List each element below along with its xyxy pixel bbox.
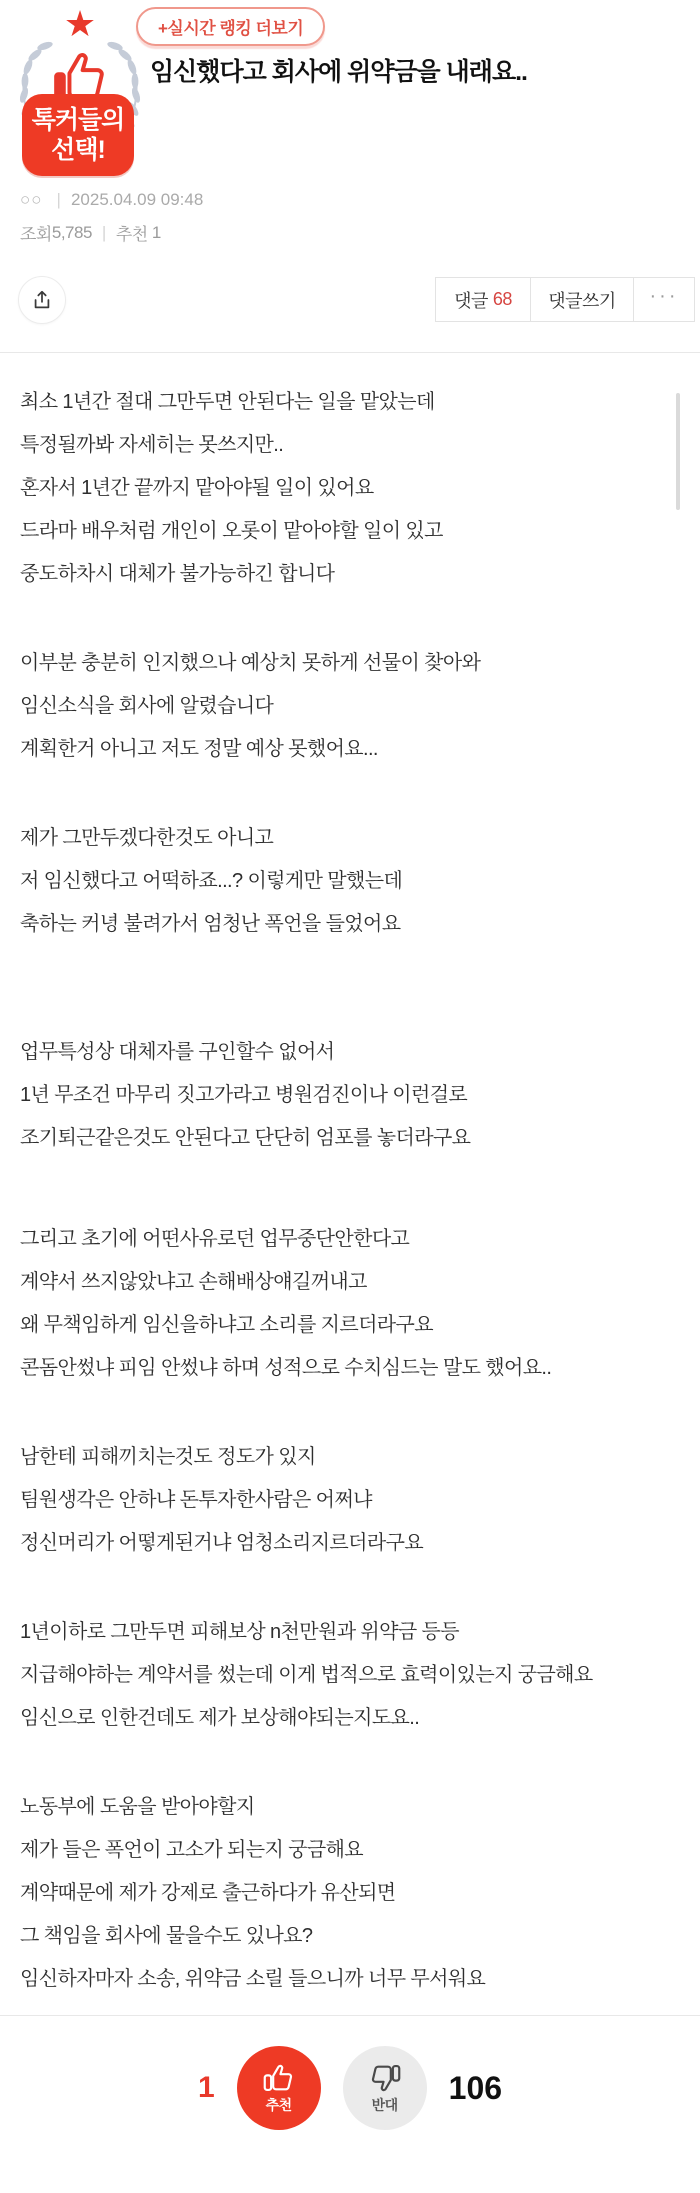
body-line: 임신소식을 회사에 알렸습니다 [20,695,274,717]
body-paragraph [20,1611,650,1740]
body-line: 혼자서 1년간 끝까지 맡아야될 일이 있어요 [20,477,374,499]
body-line: 제가 들은 폭언이 고소가 되는지 궁금해요 [20,1839,364,1861]
post-action-buttons [435,277,695,322]
star-icon: ★ [63,3,97,44]
meta-divider: | [56,190,61,209]
body-line: 임신으로 인한건데도 제가 보상해야되는지도요.. [20,1707,420,1729]
ribbon-line1: 톡커들의 [31,106,125,134]
thumbs-up-icon [261,2062,297,2094]
body-line: 이부분 충분히 인지했으나 예상치 못하게 선물이 찾아와 [20,652,481,674]
upvote-label: 추천 [265,2096,292,2113]
talkers-choice-ribbon [22,94,134,176]
downvote-button[interactable] [343,2046,427,2130]
vote-section [0,2046,700,2130]
thumbs-down-icon [367,2062,403,2094]
body-paragraph [20,1031,650,1160]
body-line: 저 임신했다고 어떡하죠...? 이렇게만 말했는데 [20,870,403,892]
body-line: 왜 무책임하게 임신을하냐고 소리를 지르더라구요 [20,1314,433,1336]
body-line: 정신머리가 어떻게된거냐 엄청소리지르더라구요 [20,1532,424,1554]
comments-count: 68 [492,289,512,309]
content-bottom-divider [0,2015,700,2016]
post-date: 2025.04.09 09:48 [70,190,204,209]
body-line: 1년 무조건 마무리 짓고가라고 병원검진이나 이런걸로 [20,1084,468,1106]
body-line: 중도하차시 대체가 불가능하긴 합니다 [20,563,335,585]
body-line: 제가 그만두겠다한것도 아니고 [20,827,274,849]
realtime-ranking-button[interactable]: +실시간 랭킹 더보기 [136,7,325,46]
body-line: 1년이하로 그만두면 피해보상 n천만원과 위약금 등등 [20,1621,459,1643]
content-top-divider [0,352,700,353]
body-line: 최소 1년간 절대 그만두면 안된다는 일을 맡았는데 [20,391,435,413]
post-meta-row1 [20,190,203,210]
share-button[interactable] [18,276,66,324]
downvote-label: 반대 [371,2096,398,2113]
post-meta-row2 [20,220,161,245]
body-line: 조기퇴근같은것도 안된다고 단단히 엄포를 놓더라구요 [20,1127,471,1149]
body-line: 그 책임을 회사에 물을수도 있나요? [20,1925,313,1947]
body-line: 노동부에 도움을 받아야할지 [20,1796,255,1818]
body-paragraph [20,1786,650,2001]
body-paragraph [20,1436,650,1565]
body-line: 특정될까봐 자세히는 못쓰지만.. [20,434,284,456]
body-line: 축하는 커녕 불려가서 엄청난 폭언을 들었어요 [20,913,401,935]
body-paragraph [20,1218,650,1390]
body-line: 팀원생각은 안하냐 돈투자한사람은 어쩌냐 [20,1489,372,1511]
body-line: 콘돔안썼냐 피임 안썼냐 하며 성적으로 수치심드는 말도 했어요.. [20,1357,552,1379]
downvote-count: 106 [448,2069,503,2106]
share-icon [31,289,53,311]
ribbon-line2: 선택! [51,136,105,164]
body-paragraph [20,642,650,771]
post-title: 임신했다고 회사에 위약금을 내래요.. [150,58,527,86]
body-paragraph [20,817,650,946]
body-line: 계약서 쓰지않았냐고 손해배상얘길꺼내고 [20,1271,367,1293]
upvote-count: 1 [197,2071,215,2104]
body-paragraph [20,381,650,596]
likes-label: 추천 [115,225,148,244]
write-comment-button[interactable]: 댓글쓰기 [530,277,634,322]
body-line: 드라마 배우처럼 개인이 오롯이 맡아야할 일이 있고 [20,520,443,542]
body-line: 업무특성상 대체자를 구인할수 없어서 [20,1041,335,1063]
post-body [20,381,650,2047]
body-line: 남한테 피해끼치는것도 정도가 있지 [20,1446,316,1468]
body-line: 계획한거 아니고 저도 정말 예상 못했어요... [20,738,378,760]
comments-label: 댓글 [454,290,488,311]
more-options-button[interactable]: ··· [633,277,695,322]
views-value: 5,785 [51,222,92,242]
comments-button[interactable] [435,277,531,322]
body-line: 계약때문에 제가 강제로 출근하다가 유산되면 [20,1882,396,1904]
meta-divider: | [101,222,106,242]
anonymous-author: ○○ [20,190,43,209]
body-line: 임신하자마자 소송, 위약금 소릴 들으니까 너무 무서워요 [20,1968,486,1990]
body-line: 그리고 초기에 어떤사유로던 업무중단안한다고 [20,1228,410,1250]
views-label: 조회 [20,225,52,244]
upvote-button[interactable] [237,2046,321,2130]
body-line: 지급해야하는 계약서를 썼는데 이게 법적으로 효력이있는지 궁금해요 [20,1664,593,1686]
scrollbar-thumb[interactable] [676,393,680,510]
talkers-choice-badge [12,4,148,180]
likes-value: 1 [151,222,161,242]
